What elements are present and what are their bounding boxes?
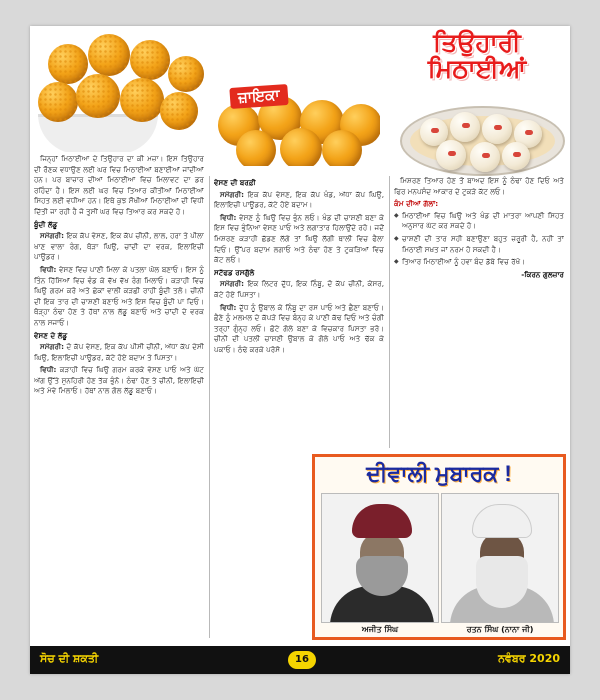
page-number: 16: [288, 651, 316, 669]
page-footer: [30, 646, 570, 674]
method-text: ਕੜਾਹੀ ਵਿਚ ਘਿਉ ਗਰਮ ਕਰਕੇ ਵੇਸਣ ਪਾਓ ਅਤੇ ਘੱਟ ਅੱਗ ਉੱਤੇ ਸੁਨਹਿਰੀ ਹੋਣ ਤੱਕ ਭੁੰਨੋ। ਠੰਢਾ ਹੋਣ ਤੇ ਚੀਨੀ, ਇਲਾਇਚੀ ਅਤੇ ਮੇਵੇ ਮਿਲਾਓ। ਹੱਥਾਂ ਨਾਲ ਗੋਲ ਲੱਡੂ ਬਣਾਓ।: [34, 365, 204, 396]
magazine-name: ਸੋਚ ਦੀ ਸ਼ਕਤੀ: [40, 652, 99, 665]
tips-heading: ਕੰਮ ਦੀਆਂ ਗੱਲਾਂ:: [394, 199, 439, 209]
portrait-photo: [321, 493, 439, 623]
article-column-3: [394, 176, 564, 451]
section-badge: ਜ਼ਾਇਕਾ: [229, 84, 288, 109]
method-label: ਵਿਧੀ:: [40, 365, 57, 375]
ingredients-paragraph: [214, 279, 384, 300]
title-line-1: ਤਿਉਹਾਰੀ: [433, 29, 521, 57]
method-paragraph: [34, 265, 204, 329]
tip-item: ◆ ਤਿਆਰ ਮਿਠਾਈਆਂ ਨੂੰ ਹਵਾ ਬੰਦ ਡੱਬੇ ਵਿਚ ਰੱਖੋ।: [394, 257, 564, 268]
ingredients-label: ਸਮੱਗਰੀ:: [40, 342, 65, 352]
article-column-1: [34, 154, 204, 640]
diwali-greeting-box: [312, 454, 566, 640]
portrait-photo: [441, 493, 559, 623]
title-line-2: ਮਿਠਾਈਆਂ: [427, 55, 527, 83]
method-paragraph: [214, 303, 384, 356]
ingredients-paragraph: [34, 342, 204, 363]
ingredients-text: ਇਕ ਕੱਪ ਵੇਸਣ, ਇਕ ਕੱਪ ਚੀਨੀ, ਲਾਲ, ਹਰਾ ਤੇ ਪੀਲਾ ਖਾਣ ਵਾਲਾ ਰੰਗ, ਥੋੜਾ ਘਿਉ, ਚਾਂਦੀ ਦਾ ਵਰਕ, ਇਲਾਇਚੀ ਪਾਊਡਰ।: [34, 231, 204, 262]
portrait-caption: ਰਤਨ ਸਿੰਘ (ਨਾਨਾ ਜੀ): [466, 625, 534, 634]
recipe-heading: ਵੇਸਣ ਦੇ ਲੱਡੂ: [34, 330, 68, 340]
method-text: ਦੁੱਧ ਨੂੰ ਉਬਾਲ ਕੇ ਨਿੰਬੂ ਦਾ ਰਸ ਪਾਓ ਅਤੇ ਛੈਣਾ ਬਣਾਓ। ਛੈਣੇ ਨੂੰ ਮਲਮਲ ਦੇ ਕੱਪੜੇ ਵਿਚ ਬੰਨ੍ਹ ਕੇ ਪਾਣੀ ਕੱਢ ਦਿਓ ਅਤੇ ਚੰਗੀ ਤਰ੍ਹਾਂ ਗੁੰਨ੍ਹ ਲਓ। ਛੋਟੇ ਗੋਲੇ ਬਣਾ ਕੇ ਵਿਚਕਾਰ ਪਿਸਤਾ ਭਰੋ। ਚੀਨੀ ਦੀ ਪਤਲੀ ਚਾਸ਼ਣੀ ਉਬਾਲ ਕੇ ਗੋਲੇ ਪਾਓ ਅਤੇ ਢੱਕ ਕੇ ਪਕਾਓ। ਠੰਢੇ ਕਰਕੇ ਪਰੋਸੋ।: [214, 302, 384, 354]
page-title: [388, 30, 566, 82]
column-divider: [209, 176, 210, 638]
intro-paragraph: ਮਿਸ਼ਰਣ ਤਿਆਰ ਹੋਣ ਤੋਂ ਬਾਅਦ ਇਸ ਨੂੰ ਠੰਢਾ ਹੋਣ ਦਿਓ ਅਤੇ ਫਿਰ ਮਨਪਸੰਦ ਆਕਾਰ ਦੇ ਟੁਕੜੇ ਕੱਟ ਲਓ।: [394, 176, 564, 196]
magazine-page: [30, 26, 570, 674]
ingredients-paragraph: [214, 190, 384, 211]
method-label: ਵਿਧੀ:: [40, 264, 57, 274]
intro-paragraph: ਜਿਨ੍ਹਾਂ ਮਿਠਾਈਆਂ ਦੇ ਤਿਉਹਾਰ ਦਾ ਕੀ ਮਜ਼ਾ। ਇਸ ਤਿਉਹਾਰ ਦੀ ਰੌਣਕ ਵਧਾਉਣ ਲਈ ਘਰ ਵਿਚ ਮਿਠਾਈਆਂ ਬਣਾਈਆਂ ਜਾਂਦੀਆਂ ਹਨ। ਪਰ ਬਾਜ਼ਾਰ ਦੀਆਂ ਮਿਠਾਈਆਂ ਵਿਚ ਮਿਲਾਵਟ ਦਾ ਡਰ ਰਹਿੰਦਾ ਹੈ। ਇਸ ਲਈ ਘਰ ਵਿਚ ਤਿਆਰ ਕੀਤੀਆਂ ਮਿਠਾਈਆਂ ਸਿਹਤ ਲਈ ਵਧੀਆ ਹਨ। ਇਥੇ ਕੁਝ ਸੌਖੀਆਂ ਮਿਠਾਈਆਂ ਦੀ ਵਿਧੀ ਦਿੱਤੀ ਜਾ ਰਹੀ ਹੈ ਜੋ ਤੁਸੀਂ ਘਰ ਵਿਚ ਤਿਆਰ ਕਰ ਸਕਦੇ ਹੋ।: [34, 154, 204, 216]
method-paragraph: [214, 213, 384, 266]
recipe-heading: ਸਟੱਫਡ ਰਸਗੁੱਲੇ: [214, 267, 255, 277]
issue-date: ਨਵੰਬਰ 2020: [498, 652, 560, 665]
method-label: ਵਿਧੀ:: [220, 212, 237, 222]
ingredients-text: ਇਕ ਕੱਪ ਵੇਸਣ, ਇਕ ਕੱਪ ਖੰਡ, ਅੱਧਾ ਕੱਪ ਘਿਉ, ਇਲਾਇਚੀ ਪਾਊਡਰ, ਕੱਟੇ ਹੋਏ ਬਦਾਮ।: [214, 189, 384, 210]
ingredients-label: ਸਮੱਗਰੀ:: [40, 231, 65, 241]
rasgulla-photo: [380, 88, 570, 176]
greeting-title: ਦੀਵਾਲੀ ਮੁਬਾਰਕ !: [366, 461, 512, 486]
tip-item: ◆ ਚਾਸ਼ਣੀ ਦੀ ਤਾਰ ਸਹੀ ਬਣਾਉਣਾ ਬਹੁਤ ਜ਼ਰੂਰੀ ਹੈ, ਨਹੀਂ ਤਾਂ ਮਿਠਾਈ ਸਖ਼ਤ ਜਾਂ ਨਰਮ ਹੋ ਸਕਦੀ ਹੈ।: [394, 234, 564, 255]
ingredients-label: ਸਮੱਗਰੀ:: [220, 189, 245, 199]
laddoo-bowl-photo: [30, 26, 210, 152]
ingredients-text: ਇਕ ਲਿਟਰ ਦੁੱਧ, ਇਕ ਨਿੰਬੂ, ਦੋ ਕੱਪ ਚੀਨੀ, ਕੇਸਰ, ਕੱਟੇ ਹੋਏ ਪਿਸਤਾ।: [214, 279, 384, 299]
recipe-heading: ਵੇਸਣ ਦੀ ਬਰਫ਼ੀ: [214, 178, 256, 187]
tip-item: ◆ ਮਿਠਾਈਆਂ ਵਿਚ ਘਿਉ ਅਤੇ ਖੰਡ ਦੀ ਮਾਤਰਾ ਆਪਣੀ ਸਿਹਤ ਅਨੁਸਾਰ ਘੱਟ ਕਰ ਸਕਦੇ ਹੋ।: [394, 211, 564, 232]
ingredients-paragraph: [34, 231, 204, 263]
recipe-heading: ਬੂੰਦੀ ਲੱਡੂ: [34, 219, 58, 229]
method-paragraph: [34, 365, 204, 397]
ingredients-label: ਸਮੱਗਰੀ:: [220, 279, 245, 289]
portrait-caption: ਅਜੀਤ ਸਿੰਘ: [361, 625, 399, 634]
ingredients-text: ਦੋ ਕੱਪ ਵੇਸਣ, ਇਕ ਕੱਪ ਪੀਸੀ ਚੀਨੀ, ਅੱਧਾ ਕੱਪ ਦੇਸੀ ਘਿਉ, ਇਲਾਇਚੀ ਪਾਊਡਰ, ਕੱਟੇ ਹੋਏ ਬਦਾਮ ਤੇ ਪਿਸਤਾ।: [34, 342, 204, 362]
method-text: ਵੇਸਣ ਨੂੰ ਘਿਉ ਵਿਚ ਭੁੰਨ ਲਓ। ਖੰਡ ਦੀ ਚਾਸ਼ਣੀ ਬਣਾ ਕੇ ਇਸ ਵਿਚ ਭੁੰਨਿਆ ਵੇਸਣ ਪਾਓ ਅਤੇ ਲਗਾਤਾਰ ਹਿਲਾਉਂਦੇ ਰਹੋ। ਜਦੋਂ ਮਿਸ਼ਰਣ ਕੜਾਹੀ ਛੱਡਣ ਲੱਗੇ ਤਾਂ ਘਿਉ ਲੱਗੀ ਥਾਲੀ ਵਿਚ ਫੈਲਾ ਦਿਓ। ਉੱਪਰ ਬਦਾਮ ਲਗਾਓ ਅਤੇ ਠੰਢਾ ਹੋਣ ਤੇ ਟੁਕੜਿਆਂ ਵਿਚ ਕੱਟ ਲਓ।: [214, 212, 384, 265]
column-divider: [389, 176, 390, 448]
method-text: ਵੇਸਣ ਵਿਚ ਪਾਣੀ ਮਿਲਾ ਕੇ ਪਤਲਾ ਘੋਲ ਬਣਾਓ। ਇਸ ਨੂੰ ਤਿੰਨ ਹਿੱਸਿਆਂ ਵਿਚ ਵੰਡ ਕੇ ਵੱਖ ਵੱਖ ਰੰਗ ਮਿਲਾਓ। ਕੜਾਹੀ ਵਿਚ ਘਿਉ ਗਰਮ ਕਰੋ ਅਤੇ ਛੇਕਾਂ ਵਾਲੀ ਕੜਛੀ ਰਾਹੀਂ ਬੂੰਦੀ ਤਲੋ। ਚੀਨੀ ਦੀ ਇਕ ਤਾਰ ਦੀ ਚਾਸ਼ਣੀ ਬਣਾਓ ਅਤੇ ਇਸ ਵਿਚ ਬੂੰਦੀ ਪਾ ਦਿਓ। ਥੋੜ੍ਹਾ ਠੰਢਾ ਹੋਣ ਤੇ ਹੱਥਾਂ ਨਾਲ ਲੱਡੂ ਬਣਾਓ ਅਤੇ ਚਾਂਦੀ ਦੇ ਵਰਕ ਨਾਲ ਸਜਾਓ।: [34, 264, 204, 327]
author-signature: -ਕਿਰਨ ਗੁਲਜ਼ਾਰ: [521, 269, 564, 279]
method-label: ਵਿਧੀ:: [220, 302, 237, 312]
